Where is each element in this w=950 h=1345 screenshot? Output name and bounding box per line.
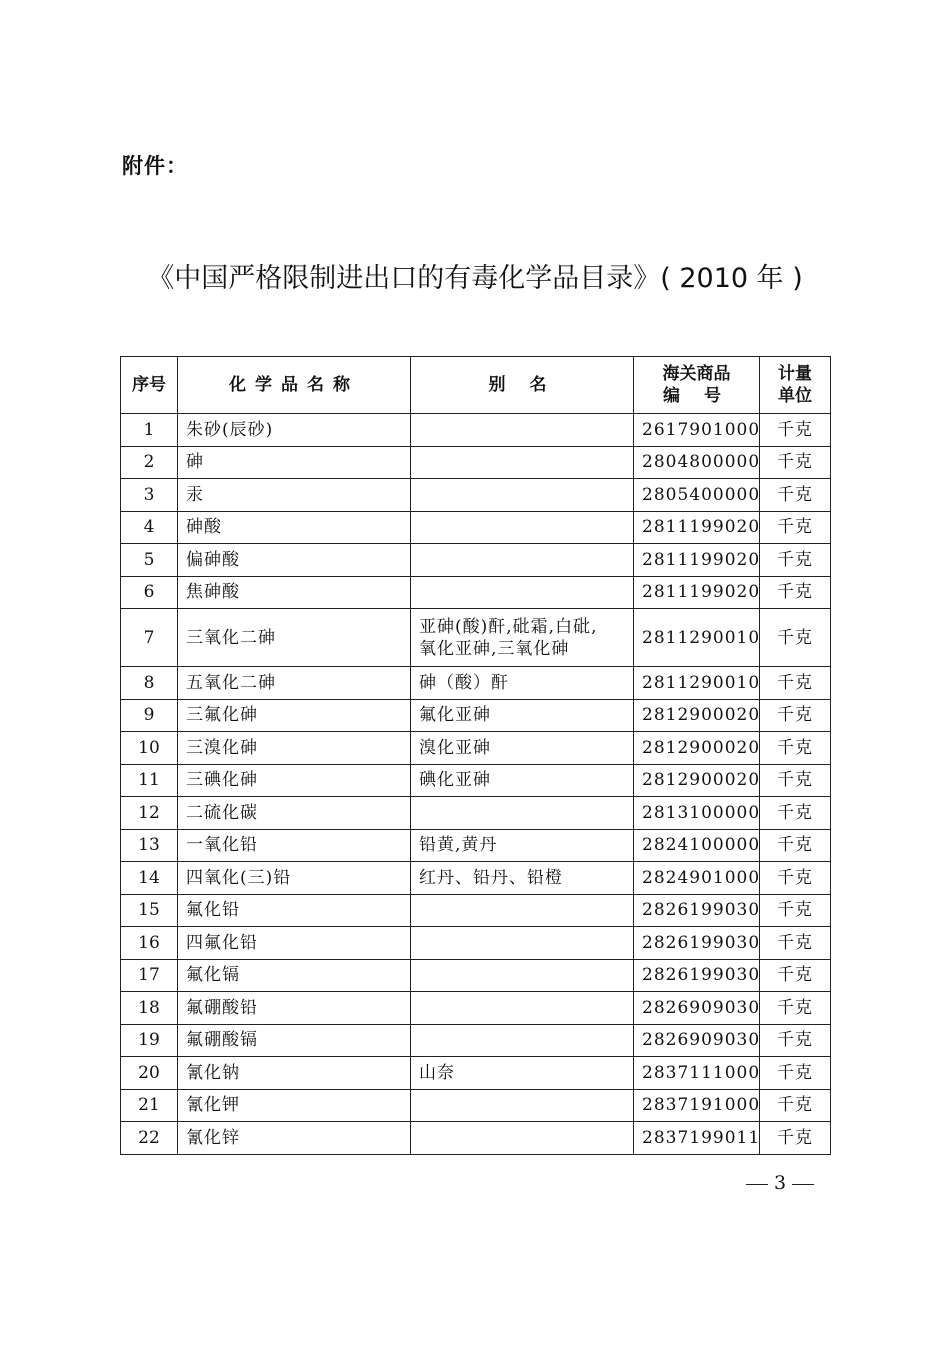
unit: 千克 xyxy=(760,609,831,667)
row-number: 11 xyxy=(121,764,178,797)
row-number: 21 xyxy=(121,1089,178,1122)
chemical-name: 三氧化二砷 xyxy=(178,609,411,667)
unit: 千克 xyxy=(760,479,831,512)
table-row xyxy=(121,446,831,479)
chemical-name: 三氟化砷 xyxy=(178,699,411,732)
chemical-alias xyxy=(411,414,634,447)
unit: 千克 xyxy=(760,732,831,765)
table-row xyxy=(121,699,831,732)
unit: 千克 xyxy=(760,829,831,862)
customs-code: 2837191000 xyxy=(634,1089,760,1122)
page-dash-left xyxy=(746,1184,768,1185)
chemical-name: 偏砷酸 xyxy=(178,544,411,577)
document-title: 《中国严格限制进出口的有毒化学品目录》( 2010 年 ) xyxy=(147,263,803,294)
unit: 千克 xyxy=(760,576,831,609)
alias-line: 氧化亚砷,三氧化砷 xyxy=(419,638,570,659)
header-name: 化学品名称 xyxy=(178,357,411,414)
chemical-name: 五氧化二砷 xyxy=(178,667,411,700)
customs-code: 2826909030 xyxy=(634,992,760,1025)
table-row xyxy=(121,732,831,765)
unit: 千克 xyxy=(760,699,831,732)
attachment-label: 附件： xyxy=(122,154,188,178)
chemical-alias: 铅黄,黄丹 xyxy=(411,829,634,862)
customs-code: 2617901000 xyxy=(634,414,760,447)
chemical-alias xyxy=(411,479,634,512)
customs-code: 2826199030 xyxy=(634,959,760,992)
table-row xyxy=(121,1057,831,1090)
unit: 千克 xyxy=(760,511,831,544)
row-number: 18 xyxy=(121,992,178,1025)
table-row xyxy=(121,829,831,862)
row-number: 3 xyxy=(121,479,178,512)
row-number: 16 xyxy=(121,927,178,960)
customs-code: 2811199020 xyxy=(634,576,760,609)
table-row xyxy=(121,544,831,577)
header-unit: 计量 单位 xyxy=(760,357,831,414)
unit: 千克 xyxy=(760,544,831,577)
chemical-name: 氟硼酸镉 xyxy=(178,1024,411,1057)
chemical-alias xyxy=(411,797,634,830)
chemicals-table xyxy=(120,356,831,1155)
chemical-name: 朱砂(辰砂) xyxy=(178,414,411,447)
row-number: 2 xyxy=(121,446,178,479)
chemical-name: 四氧化(三)铅 xyxy=(178,862,411,895)
customs-code: 2837199011 xyxy=(634,1122,760,1155)
chemical-alias xyxy=(411,959,634,992)
chemical-name: 氟化镉 xyxy=(178,959,411,992)
customs-code: 2837111000 xyxy=(634,1057,760,1090)
chemical-alias xyxy=(411,446,634,479)
table-row xyxy=(121,609,831,667)
unit: 千克 xyxy=(760,862,831,895)
customs-code: 2824901000 xyxy=(634,862,760,895)
table-row xyxy=(121,992,831,1025)
header-alias: 别 名 xyxy=(411,357,634,414)
page-number xyxy=(740,1172,820,1194)
chemical-name: 砷酸 xyxy=(178,511,411,544)
chemical-name: 二硫化碳 xyxy=(178,797,411,830)
unit: 千克 xyxy=(760,1057,831,1090)
table-row xyxy=(121,894,831,927)
chemical-name: 四氟化铅 xyxy=(178,927,411,960)
table-row xyxy=(121,764,831,797)
row-number: 10 xyxy=(121,732,178,765)
chemical-alias: 碘化亚砷 xyxy=(411,764,634,797)
table-row xyxy=(121,1089,831,1122)
table-row xyxy=(121,1122,831,1155)
header-customs-code: 海关商品 编 号 xyxy=(634,357,760,414)
customs-code: 2804800000 xyxy=(634,446,760,479)
customs-code: 2824100000 xyxy=(634,829,760,862)
row-number: 7 xyxy=(121,609,178,667)
row-number: 4 xyxy=(121,511,178,544)
row-number: 20 xyxy=(121,1057,178,1090)
table-row xyxy=(121,511,831,544)
chemical-alias xyxy=(411,511,634,544)
header-no: 序号 xyxy=(121,357,178,414)
chemical-name: 砷 xyxy=(178,446,411,479)
unit: 千克 xyxy=(760,667,831,700)
chemical-name: 焦砷酸 xyxy=(178,576,411,609)
row-number: 1 xyxy=(121,414,178,447)
chemical-alias: 砷（酸）酐 xyxy=(411,667,634,700)
table-row xyxy=(121,797,831,830)
table-row xyxy=(121,479,831,512)
page-dash-right xyxy=(792,1184,814,1185)
chemical-name: 氰化钾 xyxy=(178,1089,411,1122)
row-number: 13 xyxy=(121,829,178,862)
alias-line: 亚砷(酸)酐,砒霜,白砒, xyxy=(419,616,598,637)
unit: 千克 xyxy=(760,927,831,960)
table-row xyxy=(121,414,831,447)
row-number: 14 xyxy=(121,862,178,895)
row-number: 6 xyxy=(121,576,178,609)
table-row xyxy=(121,862,831,895)
table-header-row xyxy=(121,357,831,414)
chemical-alias xyxy=(411,927,634,960)
row-number: 5 xyxy=(121,544,178,577)
customs-code: 2811199020 xyxy=(634,511,760,544)
chemical-name: 氰化锌 xyxy=(178,1122,411,1155)
chemical-alias xyxy=(411,894,634,927)
unit: 千克 xyxy=(760,797,831,830)
table-row xyxy=(121,667,831,700)
row-number: 8 xyxy=(121,667,178,700)
chemical-name: 三溴化砷 xyxy=(178,732,411,765)
row-number: 15 xyxy=(121,894,178,927)
customs-code: 2812900020 xyxy=(634,699,760,732)
customs-code: 2811290010 xyxy=(634,609,760,667)
chemical-name: 氟化铅 xyxy=(178,894,411,927)
unit: 千克 xyxy=(760,1122,831,1155)
customs-code: 2811290010 xyxy=(634,667,760,700)
row-number: 17 xyxy=(121,959,178,992)
table-row xyxy=(121,576,831,609)
customs-code: 2826199030 xyxy=(634,927,760,960)
customs-code: 2826909030 xyxy=(634,1024,760,1057)
chemical-alias: 溴化亚砷 xyxy=(411,732,634,765)
chemical-name: 氰化钠 xyxy=(178,1057,411,1090)
row-number: 22 xyxy=(121,1122,178,1155)
unit: 千克 xyxy=(760,1024,831,1057)
customs-code: 2812900020 xyxy=(634,732,760,765)
unit: 千克 xyxy=(760,959,831,992)
chemical-alias xyxy=(411,1024,634,1057)
chemical-alias: 山奈 xyxy=(411,1057,634,1090)
chemical-alias: 氟化亚砷 xyxy=(411,699,634,732)
unit: 千克 xyxy=(760,764,831,797)
chemical-alias xyxy=(411,1122,634,1155)
unit: 千克 xyxy=(760,1089,831,1122)
unit: 千克 xyxy=(760,992,831,1025)
row-number: 9 xyxy=(121,699,178,732)
customs-code: 2812900020 xyxy=(634,764,760,797)
chemical-name: 氟硼酸铅 xyxy=(178,992,411,1025)
chemical-name: 汞 xyxy=(178,479,411,512)
chemical-alias: 红丹、铅丹、铅橙 xyxy=(411,862,634,895)
row-number: 19 xyxy=(121,1024,178,1057)
customs-code: 2826199030 xyxy=(634,894,760,927)
customs-code: 2813100000 xyxy=(634,797,760,830)
unit: 千克 xyxy=(760,894,831,927)
chemical-alias xyxy=(411,544,634,577)
chemical-alias xyxy=(411,609,634,667)
chemical-alias xyxy=(411,576,634,609)
customs-code: 2805400000 xyxy=(634,479,760,512)
unit: 千克 xyxy=(760,446,831,479)
table-row xyxy=(121,1024,831,1057)
chemical-name: 三碘化砷 xyxy=(178,764,411,797)
chemical-name: 一氧化铅 xyxy=(178,829,411,862)
chemical-alias xyxy=(411,1089,634,1122)
table-row xyxy=(121,959,831,992)
table-row xyxy=(121,927,831,960)
chemical-alias xyxy=(411,992,634,1025)
page-number-value: 3 xyxy=(774,1172,787,1194)
unit: 千克 xyxy=(760,414,831,447)
row-number: 12 xyxy=(121,797,178,830)
customs-code: 2811199020 xyxy=(634,544,760,577)
